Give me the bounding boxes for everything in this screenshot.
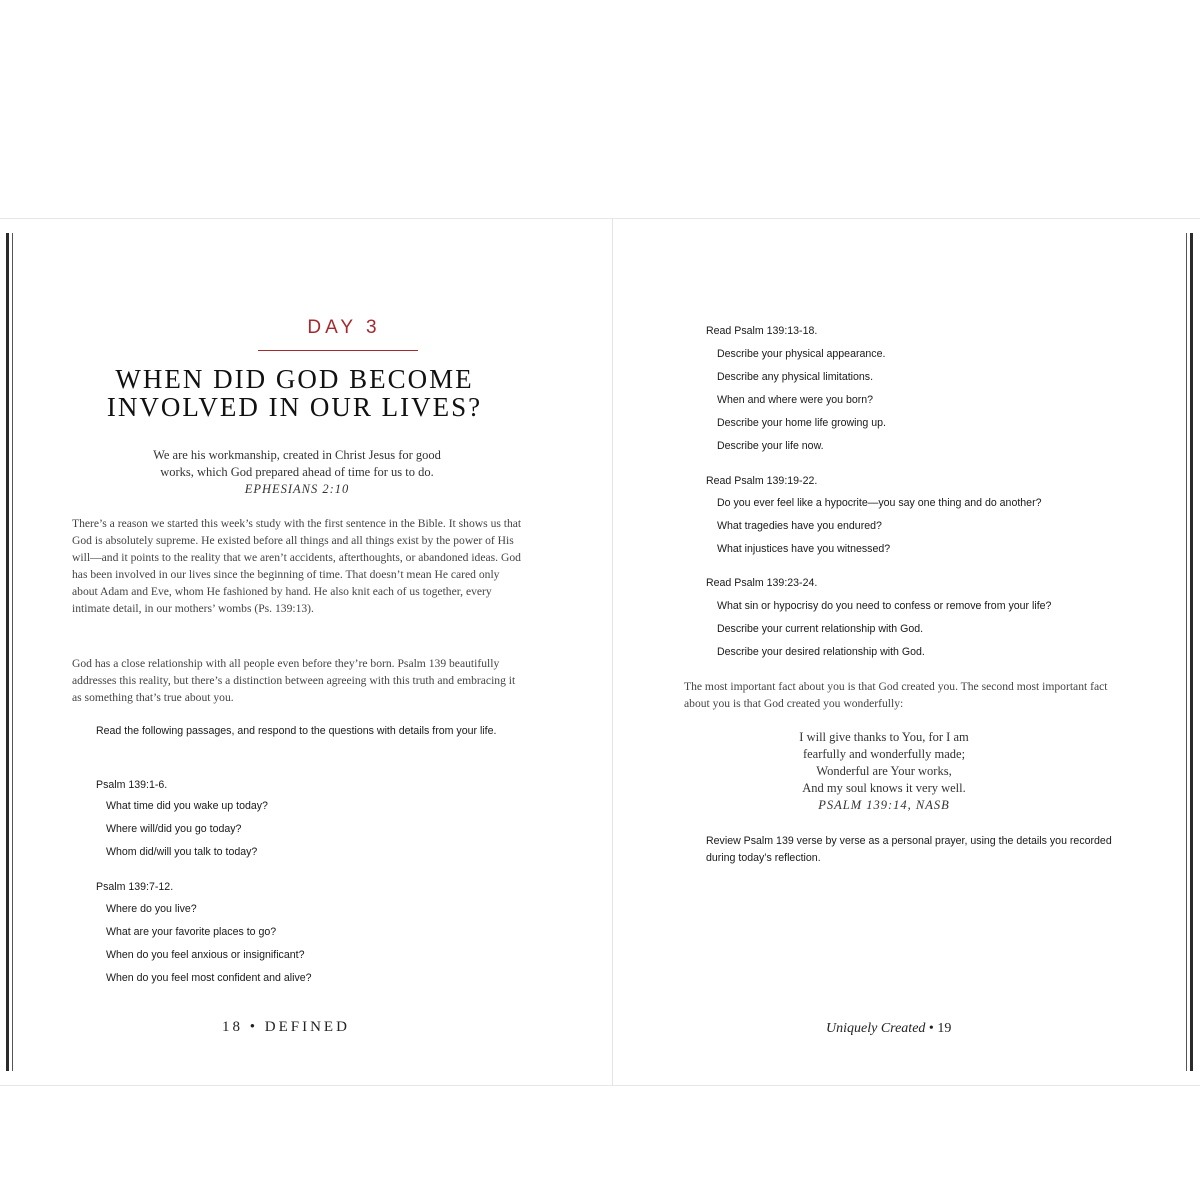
question: What time did you wake up today? bbox=[106, 800, 268, 812]
page-edge-left-thin bbox=[12, 233, 13, 1071]
final-instruction: Review Psalm 139 verse by verse as a personal prayer, using the details you recorded during today’s reflection. bbox=[706, 835, 1112, 864]
section-heading: Psalm 139:7-12. bbox=[96, 881, 174, 893]
body-paragraph-2: God has a close relationship with all people even before they’re born. Psalm 139 beautifully addresses this reality, but there’s a distinction between agreeing with this truth and embracing it as something that’s true about you. bbox=[72, 657, 516, 704]
instructions: Read the following passages, and respond to the questions with details from your life. bbox=[96, 725, 497, 737]
section-title: Uniquely Created bbox=[826, 1021, 926, 1036]
book-title: DEFINED bbox=[264, 1019, 350, 1035]
closing-paragraph: The most important fact about you is that God created you. The second most important fact about you is that God created you wonderfully: bbox=[684, 680, 1108, 710]
question: What sin or hypocrisy do you need to confess or remove from your life? bbox=[717, 600, 1052, 612]
verse-reference: EPHESIANS 2:10 bbox=[244, 482, 350, 496]
question: Describe your desired relationship with God. bbox=[717, 646, 925, 658]
chapter-title-line2: INVOLVED IN OUR LIVES? bbox=[106, 392, 483, 422]
section-heading: Read Psalm 139:23-24. bbox=[706, 577, 818, 589]
section-heading: Psalm 139:1-6. bbox=[96, 779, 168, 791]
scripture-poem bbox=[724, 729, 1044, 814]
page-footer-right bbox=[826, 1021, 951, 1037]
question: Where do you live? bbox=[106, 903, 197, 915]
question: Where will/did you go today? bbox=[106, 823, 242, 835]
body-paragraph-1: There’s a reason we started this week’s study with the first sentence in the Bible. It shows us that God is absolutely supreme. He existed before all things and all things exist by the power of His will—and it points to the reality that we aren’t accidents, afterthoughts, or abandoned ideas. God has been involved in our lives since the beginning of time. That doesn’t mean He cared only about Adam and Eve, whom He fashioned by hand. He also knit each of us together, every intimate detail, in our mothers’ wombs (Ps. 139:13). bbox=[72, 517, 522, 615]
book-spread bbox=[0, 218, 1200, 1086]
day-underline bbox=[258, 350, 418, 351]
poem-line: Wonderful are Your works, bbox=[816, 764, 952, 778]
opening-verse bbox=[92, 447, 502, 498]
question: Describe your physical appearance. bbox=[717, 348, 886, 360]
question: Describe your home life growing up. bbox=[717, 417, 886, 429]
book-spine bbox=[612, 219, 613, 1085]
chapter-title bbox=[72, 365, 517, 421]
question: When do you feel anxious or insignificant? bbox=[106, 949, 305, 961]
verse-line: works, which God prepared ahead of time for us to do. bbox=[160, 465, 434, 479]
chapter-title-line1: WHEN DID GOD BECOME bbox=[115, 364, 474, 394]
question: Whom did/will you talk to today? bbox=[106, 846, 258, 858]
page-number: 18 bbox=[222, 1019, 243, 1035]
page-number: 19 bbox=[937, 1021, 952, 1036]
poem-line: fearfully and wonderfully made; bbox=[802, 747, 966, 761]
poem-reference: PSALM 139:14, NASB bbox=[818, 798, 950, 812]
question: What are your favorite places to go? bbox=[106, 926, 277, 938]
page-edge-right-thin bbox=[1186, 233, 1187, 1071]
question: When do you feel most confident and alive? bbox=[106, 972, 312, 984]
section-heading: Read Psalm 139:19-22. bbox=[706, 475, 818, 487]
question: Describe any physical limitations. bbox=[717, 371, 874, 383]
page-edge-left bbox=[6, 233, 9, 1071]
footer-bullet: • bbox=[928, 1021, 934, 1036]
day-label: DAY 3 bbox=[307, 317, 381, 338]
poem-line: And my soul knows it very well. bbox=[802, 781, 966, 795]
question: When and where were you born? bbox=[717, 394, 874, 406]
question: What injustices have you witnessed? bbox=[717, 543, 891, 555]
question: Describe your life now. bbox=[717, 440, 824, 452]
footer-bullet: • bbox=[249, 1019, 259, 1035]
section-heading: Read Psalm 139:13-18. bbox=[706, 325, 818, 337]
question: Do you ever feel like a hypocrite—you say one thing and do another? bbox=[717, 497, 1042, 509]
question: Describe your current relationship with God. bbox=[717, 623, 924, 635]
page-edge-right bbox=[1190, 233, 1193, 1071]
verse-line: We are his workmanship, created in Christ Jesus for good bbox=[153, 448, 441, 462]
question: What tragedies have you endured? bbox=[717, 520, 882, 532]
page-footer-left bbox=[222, 1019, 350, 1036]
poem-line: I will give thanks to You, for I am bbox=[799, 730, 969, 744]
